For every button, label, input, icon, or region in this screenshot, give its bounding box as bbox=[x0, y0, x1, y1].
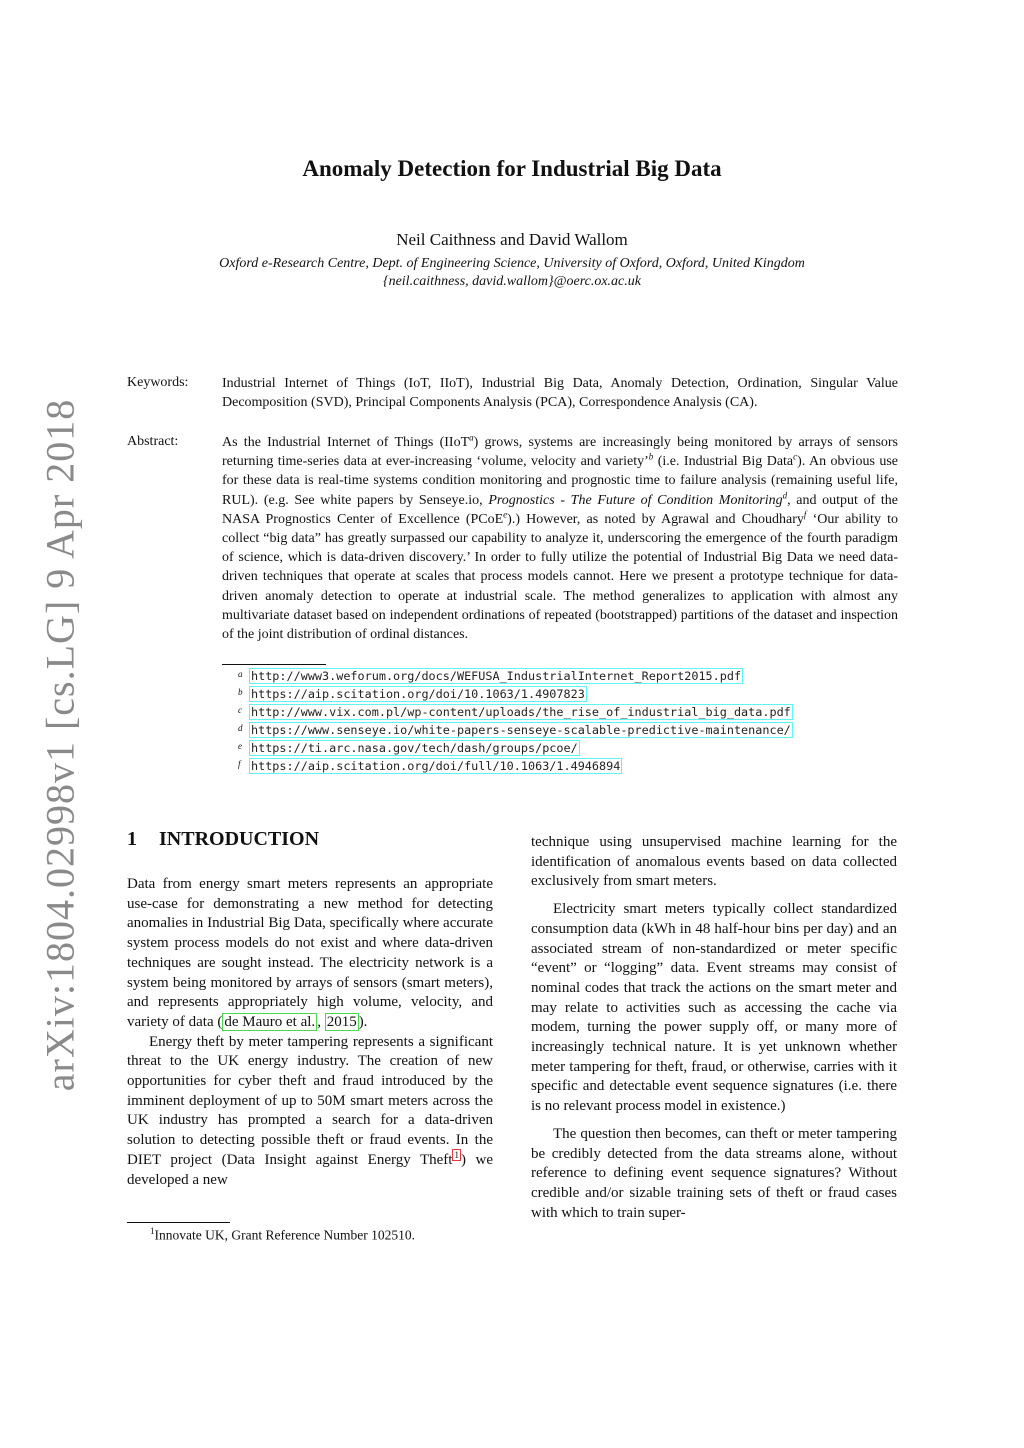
footnote-item: c http://www.vix.com.pl/wp-content/uploads/the_rise_of_industrial_big_data.pdf bbox=[238, 705, 791, 719]
grant-footnote: $^1$Innovate UK, Grant Reference Number 102510. bbox=[150, 1226, 416, 1243]
right-column bbox=[531, 833, 897, 1223]
affiliation: Oxford e-Research Centre, Dept. of Engineering Science, University of Oxford, Oxford, United Kingdom bbox=[219, 256, 805, 271]
footnote-link[interactable]: http://www.vix.com.pl/wp-content/uploads/the_rise_of_industrial_big_data.pdf bbox=[251, 705, 791, 719]
paragraph: Data from energy smart meters represents an appropriate use-case for demonstrating a new method for detecting anomalies in Industrial Big Data, specifically where accurate system process models do not exist and where data-driven techniques are sought instead. The electricity network is a system being monitored by arrays of sensors (smart meters), and represents appropriately high volume, velocity, and variety of data ( de Mauro et al. , 2015 ). bbox=[127, 876, 493, 1030]
footnote-item: b https://aip.scitation.org/doi/10.1063/1.4907823 bbox=[238, 687, 585, 701]
footnote-rule bbox=[127, 1222, 230, 1223]
section-number: 1 bbox=[127, 828, 137, 850]
footnote-rule bbox=[222, 664, 326, 665]
left-column bbox=[127, 875, 493, 1190]
footnote-link[interactable]: https://www.senseye.io/white-papers-senseye-scalable-predictive-maintenance/ bbox=[251, 723, 791, 737]
author-emails: {neil.caithness, david.wallom}@oerc.ox.ac.uk bbox=[382, 274, 641, 289]
paragraph: Electricity smart meters typically collect standardized consumption data (kWh in 48 half-hour bins per day) and an associated stream of non-standardized or meter specific “event” or “logging” data. Event streams may consist of nominal codes that track the actions on the smart meter and may relate to activities such as accessing the cache via modem, turning the power supply off, or many more of increasingly technical nature. It is yet unknown whether meter tampering for theft, fraud, or otherwise, carries with it specific and detectable event sequence signatures (i.e. there is no relevant process model in existence.) bbox=[531, 901, 897, 1115]
footnote-link[interactable]: https://aip.scitation.org/doi/10.1063/1.4907823 bbox=[251, 687, 585, 701]
footnote-item: a http://www3.weforum.org/docs/WEFUSA_IndustrialInternet_Report2015.pdf bbox=[238, 669, 742, 683]
footnote-item: e https://ti.arc.nasa.gov/tech/dash/groups/pcoe/ bbox=[238, 741, 578, 755]
paper-title: Anomaly Detection for Industrial Big Data bbox=[302, 156, 722, 181]
footnote-ref-link[interactable]: 1 bbox=[454, 1149, 459, 1160]
paragraph: technique using unsupervised machine learning for the identification of anomalous events based on data collected exclusively from smart meters. bbox=[531, 834, 897, 890]
authors: Neil Caithness and David Wallom bbox=[396, 230, 628, 249]
paragraph: The question then becomes, can theft or meter tampering be credibly detected from the data streams alone, without reference to defining event sequence signatures? Without credible and/or sizable training sets of theft or fraud cases with which to train super- bbox=[531, 1125, 897, 1221]
section-heading bbox=[127, 828, 319, 851]
abstract-label: Abstract: bbox=[127, 434, 179, 449]
citation-year-link[interactable]: 2015 bbox=[326, 1013, 357, 1030]
keywords-label: Keywords: bbox=[127, 375, 189, 390]
url-footnotes bbox=[240, 668, 793, 776]
section-title: INTRODUCTION bbox=[159, 828, 320, 850]
footnote-item: d https://www.senseye.io/white-papers-senseye-scalable-predictive-maintenance/ bbox=[238, 723, 791, 737]
citation-link[interactable]: de Mauro et al. bbox=[224, 1013, 316, 1030]
footnote-link[interactable]: https://ti.arc.nasa.gov/tech/dash/groups/pcoe/ bbox=[251, 741, 578, 755]
footnote-link[interactable]: https://aip.scitation.org/doi/full/10.1063/1.4946894 bbox=[251, 759, 621, 773]
footnote-link[interactable]: http://www3.weforum.org/docs/WEFUSA_IndustrialInternet_Report2015.pdf bbox=[251, 669, 742, 683]
paragraph: Energy theft by meter tampering represents a significant threat to the UK energy industry. The creation of new opportunities for cyber theft and fraud introduced by the imminent deployment of up to 50M smart meters across the UK industry has prompted a search for a data-driven solution to detecting possible theft or fraud events. In the DIET project (Data Insight against Energy Theft $^1$ ) we developed a new bbox=[127, 1033, 493, 1188]
abstract-text: As the Industrial Internet of Things (IIoT$^a$) grows, systems are increasingly being monitored by arrays of sensors returning time-series data at ever-increasing ‘volume, velocity and variety’$^b$ (i.e. Industrial Big Data$^c$). An obvious use for these data is real-time systems condition monitoring and prognostic time to failure analysis (remaining useful life, RUL). (e.g. See white papers by Senseye.io, Prognostics - The Future of Condition Monitoring$^d$, and output of the NASA Prognostics Center of Excellence (PCoE$^e$).) However, as noted by Agrawal and Choudhary$^f$ ‘Our ability to collect “big data” has greatly surpassed our capability to analyze it, underscoring the emergence of the fourth paradigm of science, which is data-driven discovery.’ In order to fully utilize the potential of Industrial Big Data we need data-driven techniques that operate at scales that process models cannot. Here we present a prototype technique for data-driven anomaly detection to operate at industrial scale. The method generalizes to application with almost any multivariate dataset based on independent ordinations of repeated (bootstrapped) partitions of the dataset and inspection of the joint distribution of ordinal distances. bbox=[222, 432, 899, 643]
arxiv-stamp: arXiv:1804.02998v1 [cs.LG] 9 Apr 2018 bbox=[37, 398, 83, 1092]
footnote-item: f https://aip.scitation.org/doi/full/10.1063/1.4946894 bbox=[238, 759, 621, 773]
keywords-text: Industrial Internet of Things (IoT, IIoT), Industrial Big Data, Anomaly Detection, Ordination, Singular Value Decomposition (SVD), Principal Components Analysis (PCA), Correspondence Analysis (CA). bbox=[222, 376, 898, 411]
